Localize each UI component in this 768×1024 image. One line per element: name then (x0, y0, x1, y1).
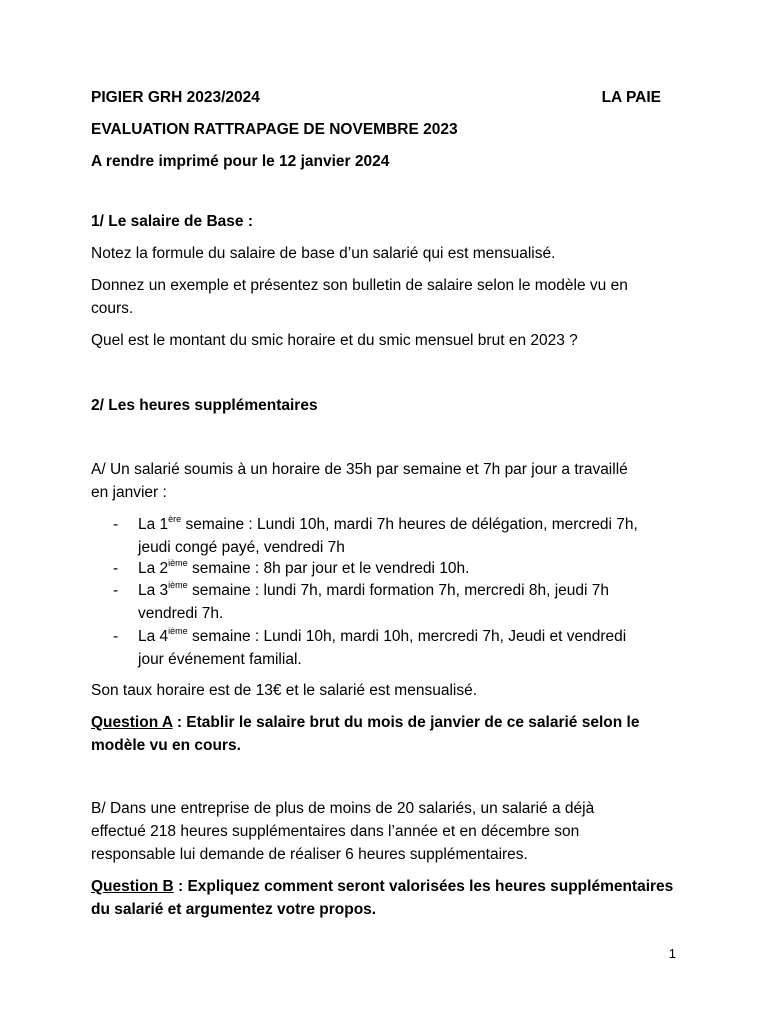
week-3-pre: La 3 (138, 582, 169, 599)
header-left: PIGIER GRH 2023/2024 (91, 89, 260, 106)
question-b-label: Question B (91, 878, 174, 895)
question-a-line2: modèle vu en cours. (91, 737, 241, 754)
bullet-dash: - (113, 582, 119, 599)
week-2-sup: ième (168, 558, 188, 568)
header-deadline: A rendre imprimé pour le 12 janvier 2024 (91, 153, 390, 170)
week-2-post: semaine : 8h par jour et le vendredi 10h. (187, 560, 470, 577)
section2-b-line3: responsable lui demande de réaliser 6 heures supplémentaires. (91, 846, 528, 863)
page-number: 1 (668, 946, 676, 961)
week-2-pre: La 2 (138, 560, 169, 577)
week-4-line1 (138, 625, 626, 648)
section1-p1: Notez la formule du salaire de base d’un salarié qui est mensualisé. (91, 245, 556, 262)
section2-a-line1: A/ Un salarié soumis à un horaire de 35h par semaine et 7h par jour a travaillé (91, 461, 628, 478)
question-a-label: Question A (91, 714, 173, 731)
section1-p2-line1: Donnez un exemple et présentez son bulletin de salaire selon le modèle vu en (91, 277, 628, 294)
week-1-sup: ère (168, 514, 182, 524)
header-evaluation: EVALUATION RATTRAPAGE DE NOVEMBRE 2023 (91, 121, 458, 138)
week-4-pre: La 4 (138, 628, 169, 645)
week-4-sup: ième (168, 626, 188, 636)
week-1-post: semaine : Lundi 10h, mardi 7h heures de délégation, mercredi 7h, (181, 516, 638, 533)
question-b-line2: du salarié et argumentez votre propos. (91, 901, 377, 918)
question-b-line1 (91, 875, 676, 898)
section1-p3: Quel est le montant du smic horaire et du smic mensuel brut en 2023 ? (91, 332, 578, 349)
section1-p2-line2: cours. (91, 300, 134, 317)
week-2-line1 (138, 557, 469, 580)
week-1-cont: jeudi congé payé, vendredi 7h (138, 539, 345, 556)
bullet-dash: - (113, 560, 119, 577)
week-4-cont: jour événement familial. (138, 651, 302, 668)
question-a-line1 (91, 711, 676, 734)
bullet-dash: - (113, 516, 119, 533)
question-b-text: : Expliquez comment seront valorisées les heures supplémentaires (173, 878, 674, 895)
section2-a-line2: en janvier : (91, 484, 167, 501)
week-4-post: semaine : Lundi 10h, mardi 10h, mercredi 7h, Jeudi et vendredi (187, 628, 627, 645)
week-1-line1 (138, 513, 638, 536)
section2-title: 2/ Les heures supplémentaires (91, 397, 318, 414)
week-3-sup: ième (168, 580, 188, 590)
section2-b-line2: effectué 218 heures supplémentaires dans l’année et en décembre son (91, 823, 580, 840)
header-right: LA PAIE (601, 89, 661, 106)
week-3-post: semaine : lundi 7h, mardi formation 7h, mercredi 8h, jeudi 7h (187, 582, 609, 599)
week-3-line1 (138, 579, 609, 602)
week-3-cont: vendredi 7h. (138, 605, 224, 622)
bullet-dash: - (113, 628, 119, 645)
question-a-text: : Etablir le salaire brut du mois de janvier de ce salarié selon le (172, 714, 640, 731)
week-1-pre: La 1 (138, 516, 169, 533)
hourly-rate: Son taux horaire est de 13€ et le salarié est mensualisé. (91, 682, 478, 699)
section1-title: 1/ Le salaire de Base : (91, 213, 253, 230)
section2-b-line1: B/ Dans une entreprise de plus de moins de 20 salariés, un salarié a déjà (91, 800, 595, 817)
